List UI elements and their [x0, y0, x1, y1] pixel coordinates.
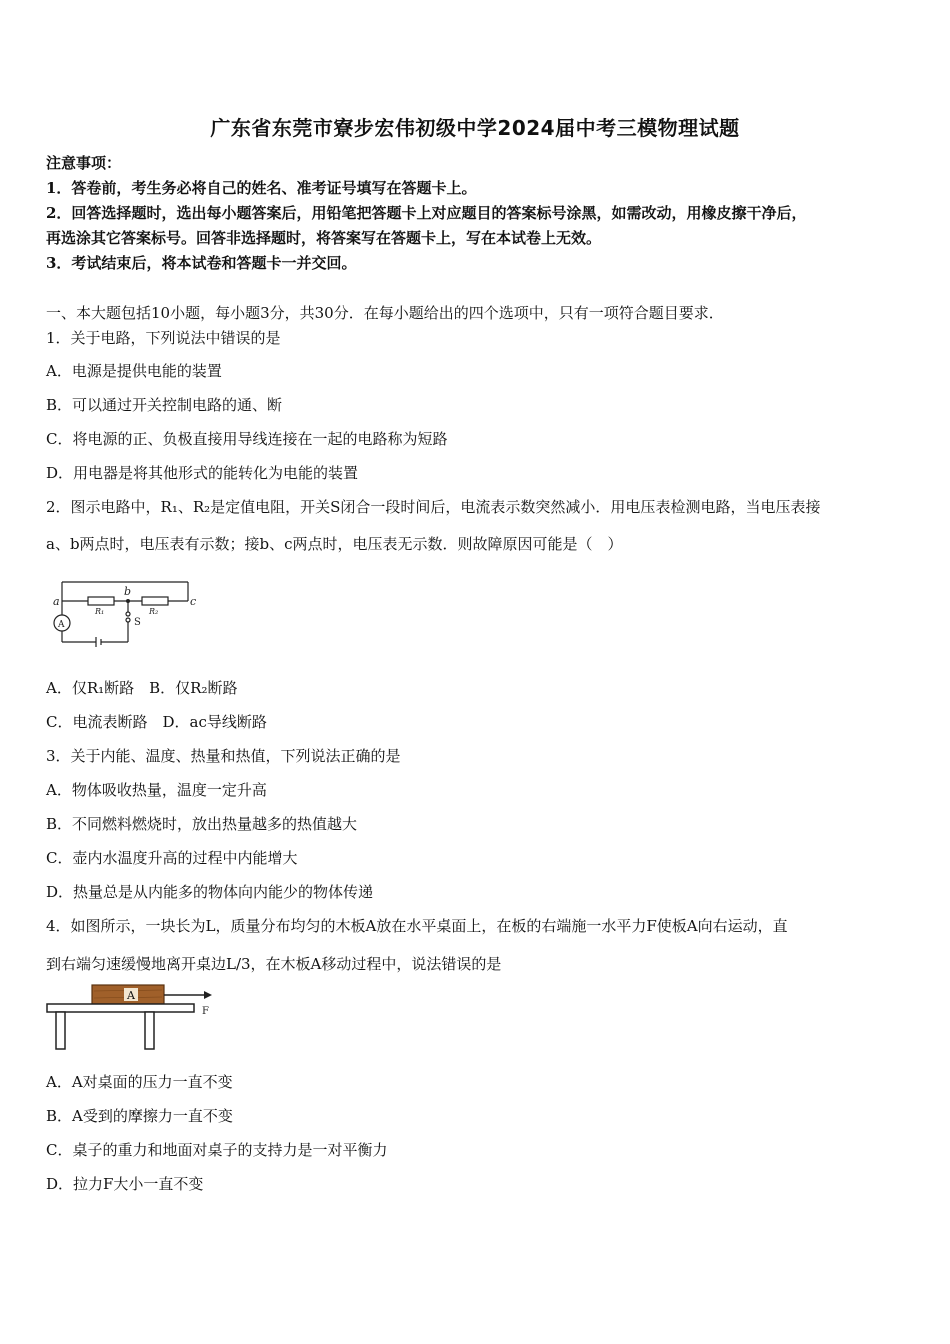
label-r1: R₁	[95, 607, 105, 616]
label-a: a	[53, 595, 60, 608]
page-title: 广东省东莞市寮步宏伟初级中学2024届中考三模物理试题	[210, 116, 740, 140]
question-4-stem: 到右端匀速缓慢地离开桌边L/3，在木板A移动过程中，说法错误的是	[46, 955, 502, 973]
notice-item: 再选涂其它答案标号。回答非选择题时，将答案写在答题卡上，写在本试卷上无效。	[46, 229, 602, 247]
question-4-option: D．拉力F大小一直不变	[46, 1175, 204, 1193]
question-2-options: A．仅R₁断路 B．仅R₂断路	[46, 679, 238, 697]
question-3-option: C．壶内水温度升高的过程中内能增大	[46, 849, 298, 867]
notice-heading: 注意事项：	[46, 154, 122, 172]
block-label: A	[127, 989, 135, 1002]
question-3-stem: 3．关于内能、温度、热量和热值，下列说法正确的是	[46, 747, 401, 765]
question-4-option: A．A对桌面的压力一直不变	[46, 1073, 233, 1091]
question-1-option: D．用电器是将其他形式的能转化为电能的装置	[46, 464, 359, 482]
question-3-option: D．热量总是从内能多的物体向内能少的物体传递	[46, 883, 374, 901]
label-b: b	[124, 585, 132, 598]
notice-item: 1．答卷前，考生务必将自己的姓名、准考证号填写在答题卡上。	[46, 179, 477, 197]
question-4-stem: 4．如图所示，一块长为L，质量分布均匀的木板A放在水平桌面上，在板的右端施一水平力F使板A向右运动，直	[46, 917, 788, 935]
question-1-option: A．电源是提供电能的装置	[46, 362, 222, 380]
label-s: S	[134, 617, 141, 628]
circuit-diagram	[50, 580, 210, 650]
question-3-option: B．不同燃料燃烧时，放出热量越多的热值越大	[46, 815, 358, 833]
board-on-table-diagram	[42, 983, 222, 1053]
question-4-option: C．桌子的重力和地面对桌子的支持力是一对平衡力	[46, 1141, 388, 1159]
question-1-option: B．可以通过开关控制电路的通、断	[46, 396, 283, 414]
question-2-stem: 2．图示电路中，R₁、R₂是定值电阻，开关S闭合一段时间后，电流表示数突然减小．用电压表检测电路，当电压表接	[46, 498, 821, 516]
question-1-stem: 1．关于电路，下列说法中错误的是	[46, 329, 281, 347]
question-2-stem: a、b两点时，电压表有示数；接b、c两点时，电压表无示数．则故障原因可能是（ ）	[46, 535, 623, 553]
question-3-option: A．物体吸收热量，温度一定升高	[46, 781, 267, 799]
force-label: F	[202, 1006, 209, 1017]
label-r2: R₂	[149, 607, 159, 616]
notice-item: 3．考试结束后，将本试卷和答题卡一并交回。	[46, 254, 357, 272]
label-c: c	[190, 595, 197, 608]
question-2-options: C．电流表断路 D．ac导线断路	[46, 713, 267, 731]
notice-item: 2．回答选择题时，选出每小题答案后，用铅笔把答题卡上对应题目的答案标号涂黑，如需改动，用橡皮擦干净后，	[46, 204, 807, 222]
question-1-option: C．将电源的正、负极直接用导线连接在一起的电路称为短路	[46, 430, 448, 448]
section-heading: 一、本大题包括10小题，每小题3分，共30分．在每小题给出的四个选项中，只有一项符合题目要求．	[46, 304, 724, 322]
ammeter-label: A	[58, 620, 65, 630]
question-4-option: B．A受到的摩擦力一直不变	[46, 1107, 233, 1125]
